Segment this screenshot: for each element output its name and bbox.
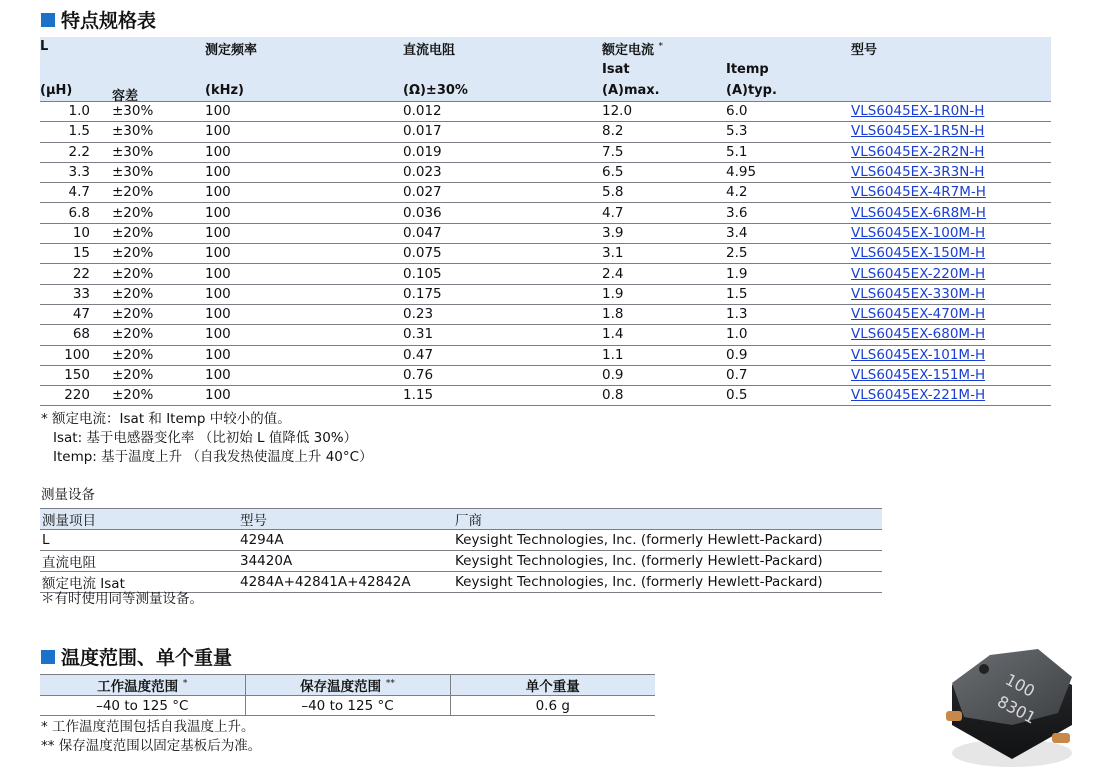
isat-cell: 0.9	[602, 365, 726, 385]
temp-header-row	[40, 675, 655, 696]
temp-section-title-text: 温度范围、单个重量	[61, 647, 233, 669]
temp-header-weight: 单个重量	[450, 675, 655, 696]
inductance-cell: 2.2	[40, 142, 112, 162]
spec-table-row	[40, 244, 1051, 264]
dcr-cell: 0.175	[403, 284, 602, 304]
isat-cell: 7.5	[602, 142, 726, 162]
header-inductance	[40, 37, 112, 102]
spec-table	[40, 37, 1051, 406]
weight-value: 0.6 g	[450, 696, 655, 716]
header-itemp-unit: (A)typ.	[726, 83, 777, 98]
tolerance-cell: ±30%	[112, 142, 205, 162]
inductance-cell: 33	[40, 284, 112, 304]
equipment-note: ＊有时使用同等测量设备。	[41, 591, 203, 607]
itemp-cell: 0.9	[726, 345, 851, 365]
inductance-cell: 1.5	[40, 122, 112, 142]
model-link[interactable]: VLS6045EX-330M-H	[851, 285, 986, 302]
itemp-cell: 5.3	[726, 122, 851, 142]
isat-cell: 6.5	[602, 162, 726, 182]
inductance-cell: 150	[40, 365, 112, 385]
tolerance-cell: ±20%	[112, 203, 205, 223]
itemp-cell: 1.0	[726, 325, 851, 345]
model-cell	[851, 264, 1051, 284]
frequency-cell: 100	[205, 304, 403, 324]
header-freq-unit: (kHz)	[205, 83, 244, 98]
temp-notes	[41, 718, 261, 756]
isat-cell: 8.2	[602, 122, 726, 142]
equip-maker-cell: Keysight Technologies, Inc. (formerly Hewlett-Packard)	[453, 530, 882, 551]
model-link[interactable]: VLS6045EX-151M-H	[851, 367, 986, 383]
model-cell	[851, 345, 1051, 365]
spec-table-row	[40, 102, 1051, 122]
temp-value-row	[40, 696, 655, 716]
temp-note-line: * 工作温度范围包括自我温度上升。	[41, 719, 255, 735]
dcr-cell: 0.31	[403, 325, 602, 345]
isat-cell: 1.1	[602, 345, 726, 365]
model-cell	[851, 162, 1051, 182]
inductance-cell: 4.7	[40, 183, 112, 203]
model-link[interactable]: VLS6045EX-3R3N-H	[851, 164, 985, 181]
dcr-cell: 1.15	[403, 386, 602, 406]
isat-cell: 5.8	[602, 183, 726, 203]
model-cell	[851, 284, 1051, 304]
itemp-cell: 1.9	[726, 264, 851, 284]
frequency-cell: 100	[205, 142, 403, 162]
spec-table-row	[40, 304, 1051, 324]
itemp-cell: 4.95	[726, 162, 851, 182]
equip-header-item: 测量项目	[40, 509, 238, 530]
itemp-cell: 2.5	[726, 244, 851, 264]
dcr-cell: 0.019	[403, 142, 602, 162]
isat-cell: 0.8	[602, 386, 726, 406]
itemp-cell: 1.5	[726, 284, 851, 304]
frequency-cell: 100	[205, 162, 403, 182]
header-l-unit: (μH)	[40, 83, 73, 98]
itemp-cell: 0.7	[726, 365, 851, 385]
frequency-cell: 100	[205, 203, 403, 223]
spec-table-row	[40, 284, 1051, 304]
model-cell	[851, 142, 1051, 162]
header-model-label: 型号	[851, 43, 878, 58]
tolerance-cell: ±30%	[112, 102, 205, 122]
inductance-cell: 220	[40, 386, 112, 406]
isat-cell: 4.7	[602, 203, 726, 223]
header-model	[851, 37, 1051, 102]
dcr-cell: 0.017	[403, 122, 602, 142]
dcr-cell: 0.047	[403, 223, 602, 243]
temp-note-line: ** 保存温度范围以固定基板后为准。	[41, 738, 262, 754]
model-link[interactable]: VLS6045EX-101M-H	[851, 346, 986, 363]
equip-model-cell: 4294A	[238, 530, 453, 551]
header-dcr-unit: (Ω)±30%	[403, 83, 468, 98]
model-cell	[851, 223, 1051, 243]
equip-item-cell: 额定电流 Isat	[40, 572, 238, 593]
equipment-row	[40, 530, 882, 551]
model-cell	[851, 102, 1051, 122]
inductor-marking-2: 8301	[994, 691, 1039, 728]
frequency-cell: 100	[205, 244, 403, 264]
header-dcr-label: 直流电阻	[403, 43, 456, 58]
model-link[interactable]: VLS6045EX-470M-H	[851, 306, 986, 323]
temp-header-operating: 工作温度范围 *	[40, 675, 245, 696]
header-tolerance-label: 容差	[112, 89, 139, 104]
header-tolerance	[112, 37, 205, 102]
spec-notes	[41, 410, 373, 467]
inductor-marking-1: 100	[1002, 669, 1039, 701]
spec-table-row	[40, 325, 1051, 345]
model-cell	[851, 325, 1051, 345]
header-freq-label: 测定频率	[205, 43, 258, 58]
itemp-cell: 5.1	[726, 142, 851, 162]
section-marker-icon	[41, 13, 55, 27]
tolerance-cell: ±30%	[112, 162, 205, 182]
spec-table-row	[40, 223, 1051, 243]
dcr-cell: 0.105	[403, 264, 602, 284]
spec-table-row	[40, 365, 1051, 385]
equip-item-cell: L	[40, 530, 238, 551]
spec-table-row	[40, 203, 1051, 223]
dcr-cell: 0.012	[403, 102, 602, 122]
header-itemp	[726, 37, 851, 102]
header-rated-current: 额定电流 *	[602, 41, 664, 58]
model-cell	[851, 304, 1051, 324]
equip-header-maker: 厂商	[453, 509, 882, 530]
itemp-cell: 6.0	[726, 102, 851, 122]
frequency-cell: 100	[205, 365, 403, 385]
model-cell	[851, 244, 1051, 264]
isat-cell: 1.4	[602, 325, 726, 345]
temp-header-storage: 保存温度范围 **	[245, 675, 450, 696]
header-dcr	[403, 37, 602, 102]
header-isat	[602, 37, 726, 102]
dcr-cell: 0.76	[403, 365, 602, 385]
dcr-cell: 0.023	[403, 162, 602, 182]
itemp-cell: 0.5	[726, 386, 851, 406]
tolerance-cell: ±20%	[112, 365, 205, 385]
spec-table-row	[40, 386, 1051, 406]
equip-model-cell: 34420A	[238, 551, 453, 572]
model-link[interactable]: VLS6045EX-1R5N-H	[851, 123, 985, 140]
inductance-cell: 15	[40, 244, 112, 264]
equipment-row	[40, 551, 882, 572]
storage-temp-value: –40 to 125 °C	[245, 696, 450, 716]
frequency-cell: 100	[205, 386, 403, 406]
itemp-cell: 3.6	[726, 203, 851, 223]
inductance-cell: 68	[40, 325, 112, 345]
operating-temp-value: –40 to 125 °C	[40, 696, 245, 716]
spec-section-title-text: 特点规格表	[61, 10, 157, 32]
isat-cell: 1.8	[602, 304, 726, 324]
section-marker-icon	[41, 650, 55, 664]
isat-cell: 2.4	[602, 264, 726, 284]
spec-table-row	[40, 142, 1051, 162]
frequency-cell: 100	[205, 223, 403, 243]
model-link[interactable]: VLS6045EX-680M-H	[851, 326, 986, 343]
tolerance-cell: ±20%	[112, 325, 205, 345]
frequency-cell: 100	[205, 284, 403, 304]
spec-section-title	[41, 6, 156, 33]
inductance-cell: 10	[40, 223, 112, 243]
frequency-cell: 100	[205, 264, 403, 284]
equipment-table	[40, 508, 882, 593]
frequency-cell: 100	[205, 102, 403, 122]
equip-header-model: 型号	[238, 509, 453, 530]
temp-section-title	[41, 643, 232, 670]
spec-table-row	[40, 264, 1051, 284]
isat-cell: 12.0	[602, 102, 726, 122]
dcr-cell: 0.47	[403, 345, 602, 365]
equip-model-cell: 4284A+42841A+42842A	[238, 572, 453, 593]
header-isat-label: Isat	[602, 62, 630, 77]
inductance-cell: 1.0	[40, 102, 112, 122]
inductance-cell: 47	[40, 304, 112, 324]
spec-table-row	[40, 183, 1051, 203]
inductance-cell: 3.3	[40, 162, 112, 182]
tolerance-cell: ±20%	[112, 264, 205, 284]
dcr-cell: 0.027	[403, 183, 602, 203]
header-frequency	[205, 37, 403, 102]
header-isat-unit: (A)max.	[602, 83, 660, 98]
temperature-table	[40, 674, 655, 716]
frequency-cell: 100	[205, 183, 403, 203]
spec-note-line: * 额定电流：Isat 和 Itemp 中较小的值。	[41, 411, 291, 427]
isat-cell: 3.1	[602, 244, 726, 264]
model-link[interactable]: VLS6045EX-4R7M-H	[851, 184, 986, 201]
inductance-cell: 6.8	[40, 203, 112, 223]
model-link[interactable]: VLS6045EX-6R8M-H	[851, 204, 986, 221]
model-link[interactable]: VLS6045EX-150M-H	[851, 245, 986, 262]
frequency-cell: 100	[205, 345, 403, 365]
tolerance-cell: ±20%	[112, 284, 205, 304]
tolerance-cell: ±20%	[112, 386, 205, 406]
equipment-header-row	[40, 509, 882, 530]
model-link[interactable]: VLS6045EX-2R2N-H	[851, 143, 985, 160]
dcr-cell: 0.075	[403, 244, 602, 264]
inductance-cell: 100	[40, 345, 112, 365]
itemp-cell: 3.4	[726, 223, 851, 243]
tolerance-cell: ±20%	[112, 345, 205, 365]
model-cell	[851, 365, 1051, 385]
dcr-cell: 0.036	[403, 203, 602, 223]
spec-table-row	[40, 345, 1051, 365]
spec-table-row	[40, 122, 1051, 142]
model-link[interactable]: VLS6045EX-221M-H	[851, 387, 986, 404]
equip-item-cell: 直流电阻	[40, 551, 238, 572]
model-cell	[851, 203, 1051, 223]
model-cell	[851, 122, 1051, 142]
model-link[interactable]: VLS6045EX-220M-H	[851, 265, 986, 282]
model-link[interactable]: VLS6045EX-1R0N-H	[851, 103, 985, 120]
spec-header-row	[40, 37, 1051, 102]
spec-note-line: Itemp: 基于温度上升 （自我发热使温度上升 40°C）	[53, 449, 373, 465]
frequency-cell: 100	[205, 325, 403, 345]
tolerance-cell: ±20%	[112, 183, 205, 203]
inductor-product-image	[940, 625, 1080, 775]
tolerance-cell: ±20%	[112, 223, 205, 243]
equip-maker-cell: Keysight Technologies, Inc. (formerly Hewlett-Packard)	[453, 551, 882, 572]
equipment-title: 测量设备	[41, 487, 95, 503]
equip-maker-cell: Keysight Technologies, Inc. (formerly Hewlett-Packard)	[453, 572, 882, 593]
itemp-cell: 4.2	[726, 183, 851, 203]
tolerance-cell: ±30%	[112, 122, 205, 142]
isat-cell: 1.9	[602, 284, 726, 304]
dcr-cell: 0.23	[403, 304, 602, 324]
spec-table-row	[40, 162, 1051, 182]
tolerance-cell: ±20%	[112, 304, 205, 324]
tolerance-cell: ±20%	[112, 244, 205, 264]
model-cell	[851, 386, 1051, 406]
itemp-cell: 1.3	[726, 304, 851, 324]
model-cell	[851, 183, 1051, 203]
frequency-cell: 100	[205, 122, 403, 142]
header-itemp-label: Itemp	[726, 62, 769, 77]
model-link[interactable]: VLS6045EX-100M-H	[851, 224, 986, 241]
inductance-cell: 22	[40, 264, 112, 284]
spec-note-line: Isat: 基于电感器变化率 （比初始 L 值降低 30%）	[53, 430, 358, 446]
isat-cell: 3.9	[602, 223, 726, 243]
header-l-label: L	[40, 39, 49, 54]
